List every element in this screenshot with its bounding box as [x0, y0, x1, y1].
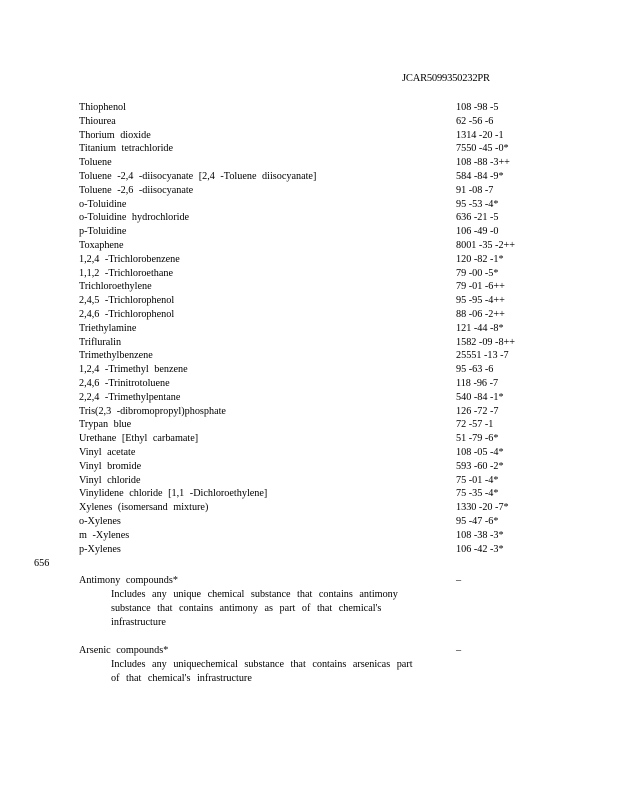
chemical-name: o-Toluidine	[79, 198, 127, 210]
arsenic-compounds-entry	[79, 644, 529, 686]
cas-number: 636 -21 -5	[456, 212, 499, 224]
chemical-name: Tris(2,3 -dibromopropyl)phosphate	[79, 405, 226, 417]
cas-number: 1330 -20 -7*	[456, 502, 509, 514]
chemical-name: Urethane [Ethyl carbamate]	[79, 433, 199, 445]
cas-number: 95 -53 -4*	[456, 198, 499, 210]
cas-number: 106 -42 -3*	[456, 543, 504, 555]
cas-number: 88 -06 -2++	[456, 308, 505, 320]
cas-number: 95 -95 -4++	[456, 295, 505, 307]
chemical-name: 2,4,6 -Trinitrotoluene	[79, 377, 170, 389]
chemical-name: 2,2,4 -Trimethylpentane	[79, 391, 181, 403]
section-title: Arsenic compounds*	[79, 645, 169, 656]
cas-number: 126 -72 -7	[456, 405, 499, 417]
chemical-row	[79, 529, 519, 543]
chemical-row	[79, 253, 519, 267]
cas-number: 62 -56 -6	[456, 115, 494, 127]
cas-dash: –	[456, 575, 462, 586]
chemical-name: Thiourea	[79, 115, 116, 127]
cas-number: 118 -96 -7	[456, 377, 499, 389]
cas-number: 75 -35 -4*	[456, 488, 499, 500]
chemical-row	[79, 418, 519, 432]
chemical-row	[79, 432, 519, 446]
cas-number: 79 -00 -5*	[456, 267, 499, 279]
chemical-name: Xylenes (isomersand mixture)	[79, 502, 209, 514]
chemical-row	[79, 460, 519, 474]
cas-number: 91 -08 -7	[456, 184, 494, 196]
chemical-name: p-Toluidine	[79, 226, 127, 238]
antimony-compounds-entry	[79, 574, 529, 629]
chemical-name: Trimethylbenzene	[79, 350, 153, 362]
cas-number: 106 -49 -0	[456, 226, 499, 238]
chemical-name: Trypan blue	[79, 419, 132, 431]
section-description: Includes any unique chemical substance that contains antimony substance that contains antimony as part of that chemical's infrastructure	[111, 589, 398, 628]
chemical-row	[79, 349, 519, 363]
chemical-name: Titanium tetrachloride	[79, 143, 174, 155]
chemical-name: Thorium dioxide	[79, 129, 151, 141]
chemical-row	[79, 322, 519, 336]
chemical-row	[79, 377, 519, 391]
chemical-row	[79, 501, 519, 515]
cas-number: 95 -47 -6*	[456, 515, 499, 527]
cas-number: 51 -79 -6*	[456, 433, 499, 445]
cas-number: 8001 -35 -2++	[456, 239, 516, 251]
chemical-row	[79, 115, 519, 129]
chemical-row	[79, 129, 519, 143]
cas-number: 108 -38 -3*	[456, 529, 504, 541]
chemical-row	[79, 294, 519, 308]
chemical-name: 1,2,4 -Trimethyl benzene	[79, 364, 188, 376]
chemical-name: 1,2,4 -Trichlorobenzene	[79, 253, 180, 265]
chemical-name: o-Toluidine hydrochloride	[79, 212, 190, 224]
cas-number: 7550 -45 -0*	[456, 143, 509, 155]
cas-number: 108 -05 -4*	[456, 446, 504, 458]
chemical-row	[79, 198, 519, 212]
cas-number: 584 -84 -9*	[456, 170, 504, 182]
chemical-row	[79, 280, 519, 294]
chemical-name: Vinyl chloride	[79, 474, 141, 486]
chemical-name: Toluene	[79, 157, 112, 169]
cas-number: 25551 -13 -7	[456, 350, 509, 362]
cas-number: 1314 -20 -1	[456, 129, 504, 141]
chemical-row	[79, 308, 519, 322]
cas-number: 75 -01 -4*	[456, 474, 499, 486]
chemical-row	[79, 405, 519, 419]
chemical-name: 2,4,6 -Trichlorophenol	[79, 308, 175, 320]
chemical-name: Toluene -2,4 -diisocyanate [2,4 -Toluene diisocyanate]	[79, 170, 317, 182]
chemical-row	[79, 101, 519, 115]
cas-number: 120 -82 -1*	[456, 253, 504, 265]
cas-number: 121 -44 -8*	[456, 322, 504, 334]
chemical-row	[79, 225, 519, 239]
cas-number: 108 -88 -3++	[456, 157, 510, 169]
chemical-row	[79, 363, 519, 377]
chemical-name: Toluene -2,6 -diisocyanate	[79, 184, 194, 196]
cas-number: 95 -63 -6	[456, 364, 494, 376]
cas-number: 108 -98 -5	[456, 102, 499, 113]
cas-dash: –	[456, 645, 462, 656]
line-number: 656	[34, 558, 50, 569]
section-description: Includes any uniquechemical substance that contains arsenicas part of that chemical's infrastructure	[111, 659, 413, 684]
chemical-row	[79, 142, 519, 156]
chemical-name: 1,1,2 -Trichloroethane	[79, 267, 174, 279]
chemical-name: Thiophenol	[79, 102, 126, 113]
chemical-row	[79, 336, 519, 350]
section-title: Antimony compounds*	[79, 575, 178, 586]
chemical-name: Vinyl bromide	[79, 460, 142, 472]
chemical-name: p-Xylenes	[79, 543, 121, 555]
chemical-name: Trichloroethylene	[79, 281, 152, 293]
chemical-row	[79, 446, 519, 460]
cas-number: 593 -60 -2*	[456, 460, 504, 472]
chemical-row	[79, 211, 519, 225]
chemical-name: Vinyl acetate	[79, 446, 136, 458]
document-code: JCAR5099350232PR	[402, 73, 490, 84]
chemical-name: m -Xylenes	[79, 529, 130, 541]
chemical-row	[79, 515, 519, 529]
chemical-name: 2,4,5 -Trichlorophenol	[79, 295, 175, 307]
cas-number: 79 -01 -6++	[456, 281, 505, 293]
chemical-row	[79, 391, 519, 405]
cas-number: 1582 -09 -8++	[456, 336, 516, 348]
chemical-name: Vinylidene chloride [1,1 -Dichloroethylene]	[79, 488, 268, 500]
chemical-row	[79, 170, 519, 184]
chemical-name: Trifluralin	[79, 336, 122, 348]
cas-number: 72 -57 -1	[456, 419, 494, 431]
chemical-row	[79, 543, 519, 557]
chemical-row	[79, 487, 519, 501]
chemical-row	[79, 184, 519, 198]
chemical-list	[79, 101, 519, 556]
chemical-name: o-Xylenes	[79, 515, 121, 527]
chemical-name: Toxaphene	[79, 239, 124, 251]
cas-number: 540 -84 -1*	[456, 391, 504, 403]
chemical-row	[79, 474, 519, 488]
chemical-name: Triethylamine	[79, 322, 137, 334]
chemical-row	[79, 239, 519, 253]
chemical-row	[79, 267, 519, 281]
chemical-row	[79, 156, 519, 170]
